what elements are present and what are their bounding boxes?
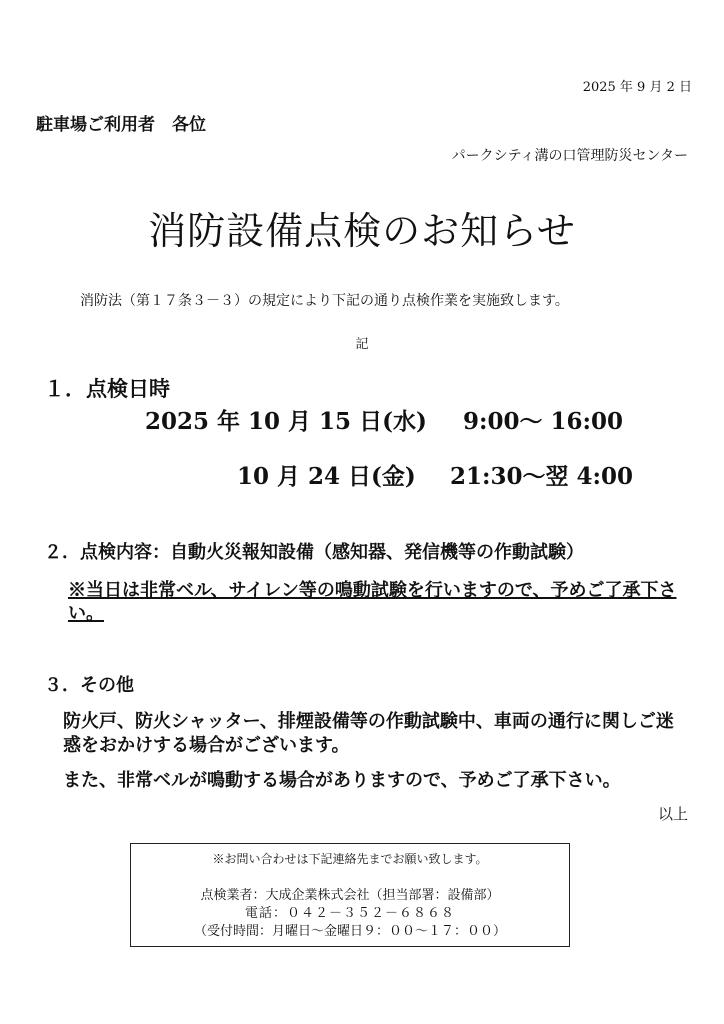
schedule-row <box>237 458 634 491</box>
section2-heading: ２．点検内容：自動火災報知設備（感知器、発信機等の作動試験） <box>44 542 584 563</box>
section2-note <box>68 579 682 625</box>
schedule-time: 9:00～ 16:00 <box>463 408 624 435</box>
schedule-time: 21:30～翌 4:00 <box>450 463 634 490</box>
sender-name: パークシティ溝の口管理防災センター <box>451 148 688 164</box>
section1-heading: １．点検日時 <box>44 376 170 401</box>
schedule-date: 2025 年 10 月 15 日(水) <box>145 408 427 435</box>
contact-note: ※お問い合わせは下記連絡先までお願い致します。 <box>212 852 488 866</box>
contact-box <box>130 843 570 947</box>
page-title: 消防設備点検のお知らせ <box>148 209 576 253</box>
contact-company: 点検業者：大成企業株式会社（担当部署：設備部） <box>200 888 500 903</box>
ki-marker: 記 <box>355 337 369 352</box>
section3-body: また、非常ベルが鳴動する場合がありますので、予めご了承下さい。 <box>63 770 621 791</box>
closing-text: 以上 <box>657 805 688 823</box>
schedule-row <box>145 403 624 436</box>
contact-phone: 電話：０４２－３５２－６８６８ <box>244 906 455 921</box>
schedule-date: 10 月 24 日(金) <box>237 463 416 490</box>
section3-heading: ３．その他 <box>44 675 134 696</box>
document-date: 2025 年 9 月 2 日 <box>582 80 692 95</box>
section3-body: 防火戸、防火シャッター、排煙設備等の作動試験中、車両の通行に関しご迷惑をおかけする場合がございます。 <box>63 711 674 756</box>
intro-text: 消防法（第１７条３－３）の規定により下記の通り点検作業を実施致します。 <box>80 293 569 309</box>
contact-hours: （受付時間：月曜日～金曜日９：００～１７：００） <box>193 924 506 939</box>
addressee: 駐車場ご利用者 各位 <box>36 115 206 135</box>
section2-note-text: ※当日は非常ベル、サイレン等の鳴動試験を行いますので、予めご了承下さい。 <box>68 580 677 624</box>
